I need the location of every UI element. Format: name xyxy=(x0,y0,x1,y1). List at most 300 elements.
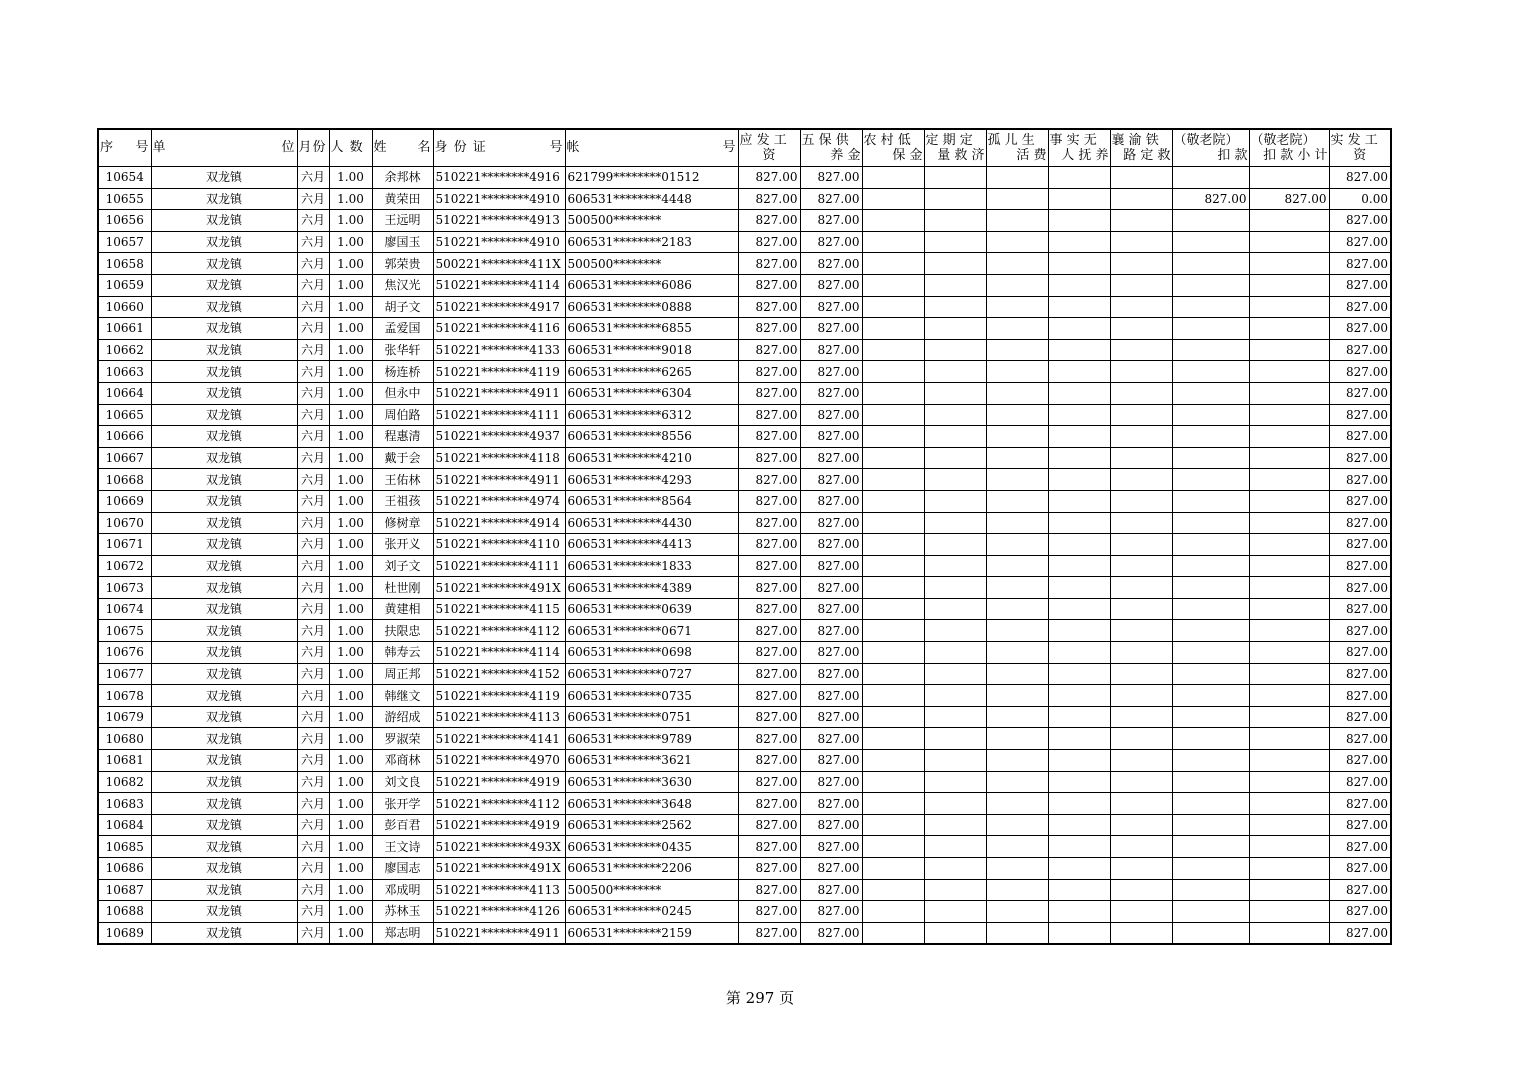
cell-jingkou: 827.00 xyxy=(1172,188,1249,210)
cell-actual: 827.00 xyxy=(1329,577,1391,599)
cell-seq: 10665 xyxy=(98,404,151,426)
cell-shishi xyxy=(1048,598,1110,620)
cell-acct: 606531********0888 xyxy=(565,296,738,318)
cell-unit: 双龙镇 xyxy=(151,447,297,469)
cell-id: 510221********4111 xyxy=(433,555,565,577)
cell-acct: 606531********0751 xyxy=(565,706,738,728)
cell-jingsub xyxy=(1249,490,1329,512)
cell-guer xyxy=(986,512,1048,534)
cell-actual: 827.00 xyxy=(1329,253,1391,275)
cell-name: 周正邦 xyxy=(372,663,433,685)
table-row xyxy=(98,318,1391,340)
cell-actual: 827.00 xyxy=(1329,274,1391,296)
cell-due: 827.00 xyxy=(738,620,800,642)
cell-unit: 双龙镇 xyxy=(151,426,297,448)
cell-dibao xyxy=(862,642,924,664)
cell-jingkou xyxy=(1172,858,1249,880)
cell-id: 500221********411X xyxy=(433,253,565,275)
table-row xyxy=(98,663,1391,685)
cell-acct: 606531********3630 xyxy=(565,771,738,793)
cell-acct: 606531********6086 xyxy=(565,274,738,296)
cell-xiangyu xyxy=(1110,706,1172,728)
cell-due: 827.00 xyxy=(738,685,800,707)
cell-id: 510221********4141 xyxy=(433,728,565,750)
cell-count: 1.00 xyxy=(329,577,372,599)
cell-due: 827.00 xyxy=(738,231,800,253)
cell-jingkou xyxy=(1172,534,1249,556)
cell-count: 1.00 xyxy=(329,836,372,858)
header-text: 号 xyxy=(135,140,150,155)
cell-shishi xyxy=(1048,339,1110,361)
cell-xiangyu xyxy=(1110,620,1172,642)
cell-shishi xyxy=(1048,490,1110,512)
cell-seq: 10663 xyxy=(98,361,151,383)
cell-dingqi xyxy=(924,404,986,426)
cell-seq: 10675 xyxy=(98,620,151,642)
cell-dingqi xyxy=(924,577,986,599)
cell-guer xyxy=(986,728,1048,750)
cell-due: 827.00 xyxy=(738,663,800,685)
cell-jingkou xyxy=(1172,750,1249,772)
cell-unit: 双龙镇 xyxy=(151,836,297,858)
header-row xyxy=(98,129,1391,167)
cell-name: 胡子文 xyxy=(372,296,433,318)
cell-jingkou xyxy=(1172,663,1249,685)
cell-dibao xyxy=(862,339,924,361)
cell-jingsub xyxy=(1249,858,1329,880)
table-row xyxy=(98,598,1391,620)
cell-actual: 827.00 xyxy=(1329,231,1391,253)
cell-id: 510221********4914 xyxy=(433,512,565,534)
cell-guer xyxy=(986,469,1048,491)
cell-jingkou xyxy=(1172,836,1249,858)
table-row xyxy=(98,167,1391,189)
cell-jingsub xyxy=(1249,296,1329,318)
cell-month: 六月 xyxy=(297,447,329,469)
cell-id: 510221********4911 xyxy=(433,469,565,491)
cell-count: 1.00 xyxy=(329,469,372,491)
cell-xiangyu xyxy=(1110,490,1172,512)
cell-actual: 827.00 xyxy=(1329,620,1391,642)
header-text: 姓 xyxy=(373,140,388,155)
cell-dibao xyxy=(862,901,924,923)
cell-id: 510221********4110 xyxy=(433,534,565,556)
cell-id: 510221********4126 xyxy=(433,901,565,923)
cell-seq: 10680 xyxy=(98,728,151,750)
table-row xyxy=(98,858,1391,880)
cell-id: 510221********4974 xyxy=(433,490,565,512)
cell-month: 六月 xyxy=(297,296,329,318)
cell-shishi xyxy=(1048,836,1110,858)
column-header-due xyxy=(738,129,800,167)
cell-month: 六月 xyxy=(297,361,329,383)
header-text: 活 费 xyxy=(1016,148,1047,163)
cell-unit: 双龙镇 xyxy=(151,663,297,685)
cell-due: 827.00 xyxy=(738,382,800,404)
cell-dibao xyxy=(862,879,924,901)
cell-due: 827.00 xyxy=(738,771,800,793)
cell-wubao: 827.00 xyxy=(800,598,862,620)
header-text: 号 xyxy=(549,140,564,155)
cell-xiangyu xyxy=(1110,253,1172,275)
cell-seq: 10689 xyxy=(98,922,151,944)
cell-count: 1.00 xyxy=(329,210,372,232)
cell-due: 827.00 xyxy=(738,188,800,210)
cell-month: 六月 xyxy=(297,793,329,815)
cell-name: 邓成明 xyxy=(372,879,433,901)
cell-xiangyu xyxy=(1110,685,1172,707)
cell-unit: 双龙镇 xyxy=(151,404,297,426)
cell-due: 827.00 xyxy=(738,858,800,880)
cell-jingsub xyxy=(1249,512,1329,534)
cell-jingkou xyxy=(1172,296,1249,318)
cell-dibao xyxy=(862,728,924,750)
cell-jingkou xyxy=(1172,555,1249,577)
cell-guer xyxy=(986,577,1048,599)
cell-count: 1.00 xyxy=(329,771,372,793)
cell-count: 1.00 xyxy=(329,685,372,707)
header-text: 资 xyxy=(1353,148,1367,163)
cell-jingkou xyxy=(1172,922,1249,944)
cell-month: 六月 xyxy=(297,167,329,189)
cell-name: 黄荣田 xyxy=(372,188,433,210)
cell-name: 王祖孩 xyxy=(372,490,433,512)
cell-month: 六月 xyxy=(297,512,329,534)
cell-xiangyu xyxy=(1110,728,1172,750)
cell-acct: 606531********3648 xyxy=(565,793,738,815)
cell-seq: 10684 xyxy=(98,814,151,836)
cell-guer xyxy=(986,620,1048,642)
cell-id: 510221********4114 xyxy=(433,274,565,296)
cell-unit: 双龙镇 xyxy=(151,685,297,707)
cell-jingkou xyxy=(1172,728,1249,750)
cell-shishi xyxy=(1048,296,1110,318)
cell-due: 827.00 xyxy=(738,879,800,901)
header-text: 帐 xyxy=(566,140,581,155)
cell-guer xyxy=(986,685,1048,707)
cell-dibao xyxy=(862,490,924,512)
cell-count: 1.00 xyxy=(329,404,372,426)
cell-shishi xyxy=(1048,274,1110,296)
cell-name: 修树章 xyxy=(372,512,433,534)
cell-count: 1.00 xyxy=(329,296,372,318)
cell-due: 827.00 xyxy=(738,404,800,426)
table-row xyxy=(98,296,1391,318)
header-text: 养 金 xyxy=(830,148,861,163)
cell-shishi xyxy=(1048,361,1110,383)
cell-due: 827.00 xyxy=(738,490,800,512)
table-row xyxy=(98,642,1391,664)
cell-xiangyu xyxy=(1110,274,1172,296)
cell-wubao: 827.00 xyxy=(800,296,862,318)
table-row xyxy=(98,771,1391,793)
cell-dibao xyxy=(862,750,924,772)
cell-unit: 双龙镇 xyxy=(151,642,297,664)
cell-month: 六月 xyxy=(297,577,329,599)
cell-wubao: 827.00 xyxy=(800,274,862,296)
header-text: 量 救 济 xyxy=(937,148,985,163)
table-row xyxy=(98,879,1391,901)
cell-name: 苏林玉 xyxy=(372,901,433,923)
cell-guer xyxy=(986,404,1048,426)
cell-wubao: 827.00 xyxy=(800,663,862,685)
cell-dibao xyxy=(862,447,924,469)
cell-name: 张开学 xyxy=(372,793,433,815)
cell-dingqi xyxy=(924,922,986,944)
cell-seq: 10667 xyxy=(98,447,151,469)
table-row xyxy=(98,555,1391,577)
cell-jingsub xyxy=(1249,706,1329,728)
cell-name: 郑志明 xyxy=(372,922,433,944)
table-row xyxy=(98,361,1391,383)
cell-id: 510221********4913 xyxy=(433,210,565,232)
cell-count: 1.00 xyxy=(329,188,372,210)
cell-actual: 827.00 xyxy=(1329,426,1391,448)
cell-dibao xyxy=(862,469,924,491)
cell-guer xyxy=(986,598,1048,620)
cell-jingkou xyxy=(1172,210,1249,232)
cell-due: 827.00 xyxy=(738,598,800,620)
cell-wubao: 827.00 xyxy=(800,685,862,707)
cell-actual: 827.00 xyxy=(1329,793,1391,815)
cell-shishi xyxy=(1048,879,1110,901)
table-row xyxy=(98,750,1391,772)
cell-guer xyxy=(986,253,1048,275)
cell-dingqi xyxy=(924,296,986,318)
cell-unit: 双龙镇 xyxy=(151,318,297,340)
cell-seq: 10654 xyxy=(98,167,151,189)
cell-guer xyxy=(986,858,1048,880)
cell-month: 六月 xyxy=(297,620,329,642)
cell-jingkou xyxy=(1172,382,1249,404)
cell-seq: 10666 xyxy=(98,426,151,448)
header-text: 保 金 xyxy=(892,148,923,163)
cell-xiangyu xyxy=(1110,339,1172,361)
cell-guer xyxy=(986,642,1048,664)
cell-month: 六月 xyxy=(297,642,329,664)
cell-jingkou xyxy=(1172,490,1249,512)
cell-dibao xyxy=(862,598,924,620)
cell-shishi xyxy=(1048,447,1110,469)
cell-unit: 双龙镇 xyxy=(151,750,297,772)
cell-actual: 827.00 xyxy=(1329,318,1391,340)
cell-guer xyxy=(986,339,1048,361)
cell-xiangyu xyxy=(1110,663,1172,685)
table-row xyxy=(98,685,1391,707)
cell-unit: 双龙镇 xyxy=(151,382,297,404)
cell-name: 黄建相 xyxy=(372,598,433,620)
cell-unit: 双龙镇 xyxy=(151,512,297,534)
cell-due: 827.00 xyxy=(738,922,800,944)
cell-seq: 10670 xyxy=(98,512,151,534)
header-text: 序 xyxy=(100,140,115,155)
cell-unit: 双龙镇 xyxy=(151,469,297,491)
cell-dingqi xyxy=(924,771,986,793)
cell-jingkou xyxy=(1172,318,1249,340)
cell-shishi xyxy=(1048,620,1110,642)
cell-unit: 双龙镇 xyxy=(151,188,297,210)
cell-shishi xyxy=(1048,728,1110,750)
cell-name: 彭百君 xyxy=(372,814,433,836)
cell-dingqi xyxy=(924,361,986,383)
cell-guer xyxy=(986,663,1048,685)
cell-due: 827.00 xyxy=(738,469,800,491)
table-row xyxy=(98,382,1391,404)
header-text: （敬老院） xyxy=(1250,133,1316,148)
cell-due: 827.00 xyxy=(738,555,800,577)
cell-name: 但永中 xyxy=(372,382,433,404)
table-row xyxy=(98,274,1391,296)
cell-jingsub xyxy=(1249,361,1329,383)
cell-wubao: 827.00 xyxy=(800,253,862,275)
cell-dibao xyxy=(862,922,924,944)
cell-unit: 双龙镇 xyxy=(151,577,297,599)
cell-actual: 827.00 xyxy=(1329,858,1391,880)
cell-jingsub xyxy=(1249,836,1329,858)
cell-actual: 827.00 xyxy=(1329,922,1391,944)
cell-id: 510221********4113 xyxy=(433,706,565,728)
cell-acct: 500500******** xyxy=(565,210,738,232)
cell-actual: 827.00 xyxy=(1329,404,1391,426)
cell-dingqi xyxy=(924,469,986,491)
column-header-xiangyu xyxy=(1110,129,1172,167)
cell-shishi xyxy=(1048,555,1110,577)
cell-count: 1.00 xyxy=(329,750,372,772)
cell-dingqi xyxy=(924,901,986,923)
cell-jingkou xyxy=(1172,426,1249,448)
cell-seq: 10657 xyxy=(98,231,151,253)
cell-shishi xyxy=(1048,382,1110,404)
cell-dibao xyxy=(862,404,924,426)
cell-acct: 606531********3621 xyxy=(565,750,738,772)
cell-count: 1.00 xyxy=(329,512,372,534)
cell-dingqi xyxy=(924,512,986,534)
cell-shishi xyxy=(1048,901,1110,923)
cell-unit: 双龙镇 xyxy=(151,922,297,944)
cell-wubao: 827.00 xyxy=(800,318,862,340)
cell-month: 六月 xyxy=(297,728,329,750)
cell-count: 1.00 xyxy=(329,253,372,275)
cell-count: 1.00 xyxy=(329,663,372,685)
cell-id: 510221********4919 xyxy=(433,814,565,836)
cell-wubao: 827.00 xyxy=(800,858,862,880)
cell-jingsub xyxy=(1249,404,1329,426)
cell-actual: 827.00 xyxy=(1329,771,1391,793)
cell-unit: 双龙镇 xyxy=(151,167,297,189)
cell-xiangyu xyxy=(1110,901,1172,923)
cell-count: 1.00 xyxy=(329,167,372,189)
cell-jingsub xyxy=(1249,793,1329,815)
table-row xyxy=(98,814,1391,836)
cell-xiangyu xyxy=(1110,793,1172,815)
cell-guer xyxy=(986,382,1048,404)
header-text: 应 发 工 xyxy=(739,133,787,148)
cell-jingsub xyxy=(1249,922,1329,944)
cell-xiangyu xyxy=(1110,922,1172,944)
cell-acct: 606531********4430 xyxy=(565,512,738,534)
table-row xyxy=(98,793,1391,815)
cell-month: 六月 xyxy=(297,231,329,253)
cell-month: 六月 xyxy=(297,836,329,858)
cell-xiangyu xyxy=(1110,836,1172,858)
cell-month: 六月 xyxy=(297,274,329,296)
cell-count: 1.00 xyxy=(329,318,372,340)
cell-acct: 606531********0639 xyxy=(565,598,738,620)
cell-jingkou xyxy=(1172,685,1249,707)
cell-unit: 双龙镇 xyxy=(151,858,297,880)
cell-count: 1.00 xyxy=(329,706,372,728)
header-text: 人 抚 养 xyxy=(1061,148,1109,163)
cell-wubao: 827.00 xyxy=(800,447,862,469)
cell-due: 827.00 xyxy=(738,706,800,728)
cell-xiangyu xyxy=(1110,879,1172,901)
cell-month: 六月 xyxy=(297,534,329,556)
cell-jingkou xyxy=(1172,512,1249,534)
cell-count: 1.00 xyxy=(329,922,372,944)
column-header-unit xyxy=(151,129,297,167)
cell-shishi xyxy=(1048,814,1110,836)
cell-jingsub xyxy=(1249,814,1329,836)
cell-acct: 606531********1833 xyxy=(565,555,738,577)
cell-xiangyu xyxy=(1110,858,1172,880)
cell-jingsub xyxy=(1249,879,1329,901)
cell-dingqi xyxy=(924,534,986,556)
cell-wubao: 827.00 xyxy=(800,361,862,383)
cell-month: 六月 xyxy=(297,685,329,707)
cell-name: 张华轩 xyxy=(372,339,433,361)
cell-due: 827.00 xyxy=(738,318,800,340)
cell-acct: 606531********2159 xyxy=(565,922,738,944)
table-row xyxy=(98,512,1391,534)
cell-wubao: 827.00 xyxy=(800,426,862,448)
cell-dingqi xyxy=(924,382,986,404)
cell-dingqi xyxy=(924,858,986,880)
column-header-guer xyxy=(986,129,1048,167)
cell-xiangyu xyxy=(1110,642,1172,664)
cell-due: 827.00 xyxy=(738,274,800,296)
cell-wubao: 827.00 xyxy=(800,642,862,664)
table-row xyxy=(98,706,1391,728)
cell-actual: 827.00 xyxy=(1329,210,1391,232)
cell-id: 510221********4910 xyxy=(433,231,565,253)
cell-xiangyu xyxy=(1110,188,1172,210)
cell-due: 827.00 xyxy=(738,642,800,664)
cell-month: 六月 xyxy=(297,490,329,512)
cell-id: 510221********4111 xyxy=(433,404,565,426)
cell-jingkou xyxy=(1172,879,1249,901)
cell-actual: 827.00 xyxy=(1329,382,1391,404)
cell-dibao xyxy=(862,318,924,340)
cell-seq: 10674 xyxy=(98,598,151,620)
table-row xyxy=(98,577,1391,599)
cell-name: 游绍成 xyxy=(372,706,433,728)
cell-jingkou xyxy=(1172,771,1249,793)
cell-name: 张开义 xyxy=(372,534,433,556)
cell-unit: 双龙镇 xyxy=(151,598,297,620)
cell-name: 韩继文 xyxy=(372,685,433,707)
cell-dibao xyxy=(862,534,924,556)
cell-jingsub xyxy=(1249,382,1329,404)
cell-dibao xyxy=(862,577,924,599)
cell-dibao xyxy=(862,361,924,383)
cell-dingqi xyxy=(924,210,986,232)
cell-count: 1.00 xyxy=(329,490,372,512)
cell-wubao: 827.00 xyxy=(800,879,862,901)
cell-dingqi xyxy=(924,879,986,901)
cell-name: 王佑林 xyxy=(372,469,433,491)
header-text: 名 xyxy=(417,140,432,155)
column-header-jingkou xyxy=(1172,129,1249,167)
